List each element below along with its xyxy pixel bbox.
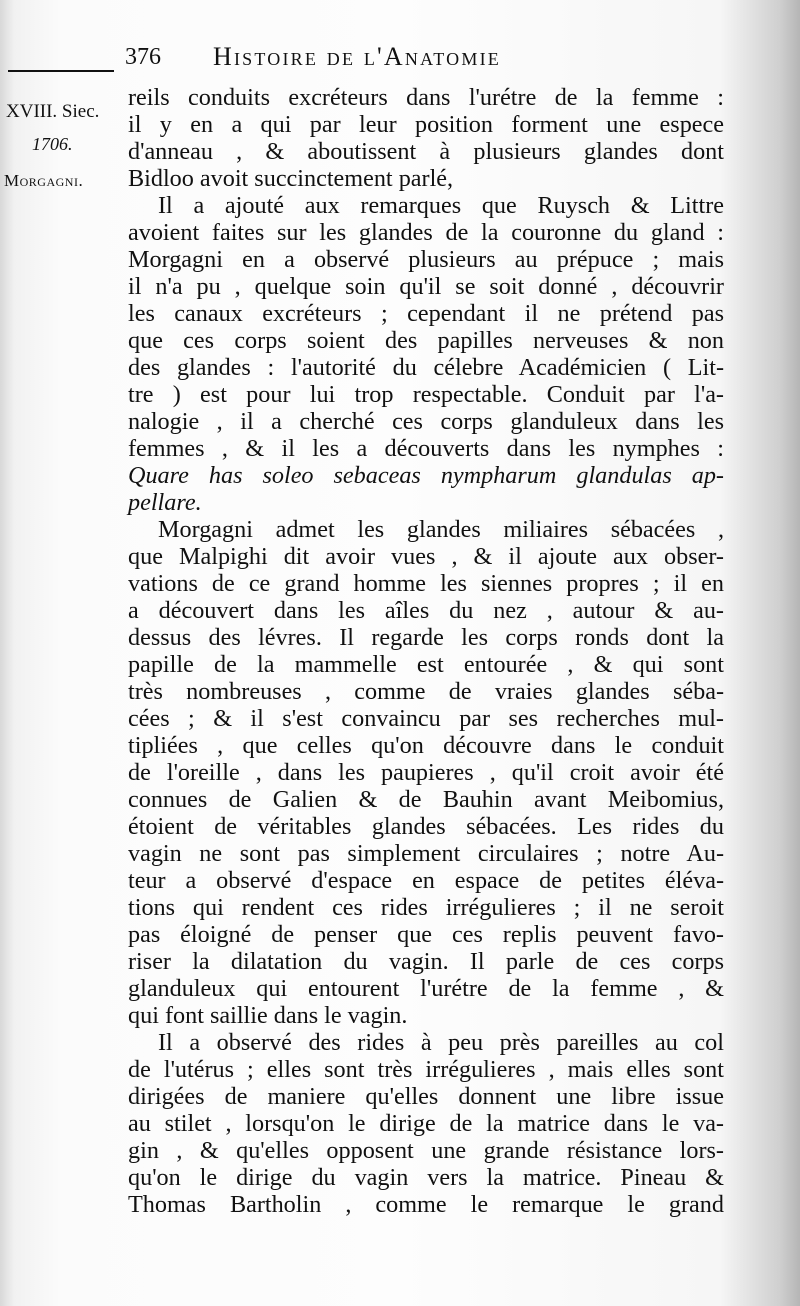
text-line: Morgagni en a observé plusieurs au prépuce ; mais [128,246,724,273]
text-line: riser la dilatation du vagin. Il parle de ces corps [128,948,724,975]
text-line: Bidloo avoit succinctement parlé, [128,165,454,192]
text-line: il y en a qui par leur position forment une espece [128,111,724,138]
text-line: nalogie , il a cherché ces corps glanduleux dans les [128,408,724,435]
text-line: au stilet , lorsqu'on le dirige de la matrice dans le va- [128,1110,724,1137]
text-line: il n'a pu , quelque soin qu'il se soit donné , découvrir [128,273,724,300]
text-line: que ces corps soient des papilles nerveuses & non [128,327,724,354]
text-line: tre ) est pour lui trop respectable. Conduit par l'a- [128,381,724,408]
text-line: tipliées , que celles qu'on découvre dans le conduit [128,732,724,759]
text-line: a découvert dans les aîles du nez , autour & au- [128,597,724,624]
text-line: pas éloigné de penser que ces replis peuvent favo- [128,921,724,948]
text-line: Morgagni admet les glandes miliaires sébacées , [158,516,724,543]
text-line: connues de Galien & de Bauhin avant Meibomius, [128,786,724,813]
text-line: étoient de véritables glandes sébacées. Les rides du [128,813,724,840]
text-line: de l'utérus ; elles sont très irrégulieres , mais elles sont [128,1056,724,1083]
text-line: teur a observé d'espace en espace de petites éléva- [128,867,724,894]
text-line: des glandes : l'autorité du célebre Académicien ( Lit- [128,354,724,381]
margin-note-year: 1706. [32,134,73,154]
text-line: reils conduits excréteurs dans l'urétre de la femme : [128,84,724,111]
text-line: tions qui rendent ces rides irrégulieres ; il ne seroit [128,894,724,921]
text-line: que Malpighi dit avoir vues , & il ajoute aux obser- [128,543,724,570]
text-line: avoient faites sur les glandes de la couronne du gland : [128,219,724,246]
text-line: très nombreuses , comme de vraies glandes séba- [128,678,724,705]
header-rule [8,70,114,72]
text-line: qui font saillie dans le vagin. [128,1002,408,1029]
margin-note-author: Morgagni. [4,171,84,190]
text-line: qu'on le dirige du vagin vers la matrice. Pineau & [128,1164,724,1191]
text-line: les canaux excréteurs ; cependant il ne prétend pas [128,300,724,327]
text-line: gin , & qu'elles opposent une grande résistance lors- [128,1137,724,1164]
text-line: pellare. [128,489,202,516]
text-line: Il a observé des rides à peu près pareilles au col [158,1029,724,1056]
text-line: vations de ce grand homme les siennes propres ; il en [128,570,724,597]
running-title: Histoire de l'Anatomie [213,42,501,71]
body-text [128,84,724,1218]
margin-note-century: XVIII. Siec. [6,101,100,122]
text-line: papille de la mammelle est entourée , & qui sont [128,651,724,678]
page-number: 376 [125,44,161,70]
text-line: Quare has soleo sebaceas nympharum glandulas ap- [128,462,724,489]
text-line: Thomas Bartholin , comme le remarque le grand [128,1191,724,1218]
text-line: de l'oreille , dans les paupieres , qu'il croit avoir été [128,759,724,786]
text-line: vagin ne sont pas simplement circulaires ; notre Au- [128,840,724,867]
text-line: cées ; & il s'est convaincu par ses recherches mul- [128,705,724,732]
text-line: dirigées de maniere qu'elles donnent une libre issue [128,1083,724,1110]
text-line: femmes , & il les a découverts dans les nymphes : [128,435,724,462]
text-line: dessus des lévres. Il regarde les corps ronds dont la [128,624,724,651]
text-line: d'anneau , & aboutissent à plusieurs glandes dont [128,138,724,165]
text-line: glanduleux qui entourent l'urétre de la femme , & [128,975,724,1002]
text-line: Il a ajouté aux remarques que Ruysch & Littre [158,192,724,219]
